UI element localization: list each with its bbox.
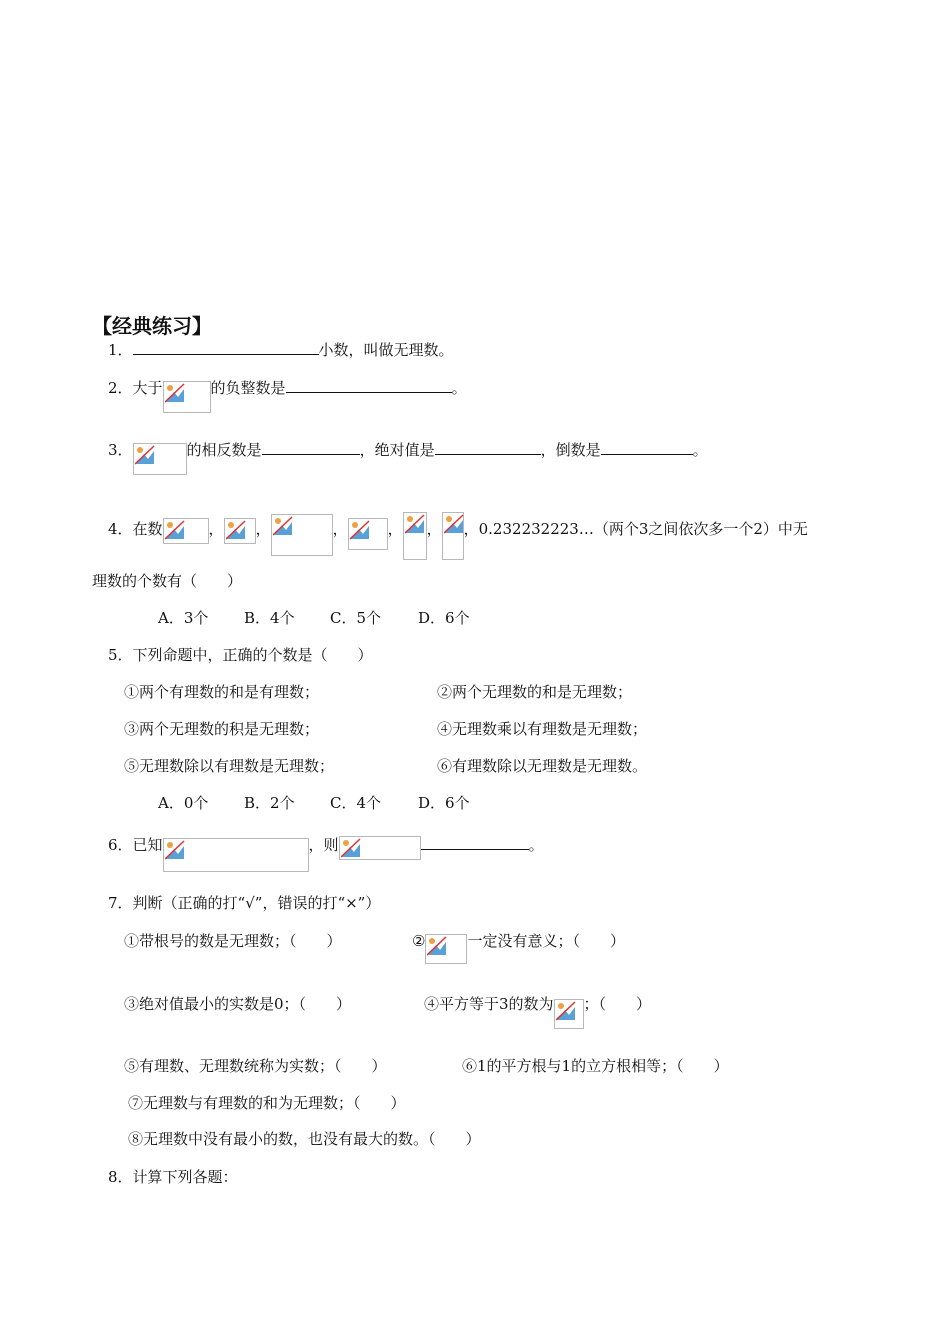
q3-text-2: ，绝对值是 <box>359 441 435 459</box>
broken-image-icon <box>348 518 388 550</box>
q7-judge-6: ⑥1的平方根与1的立方根相等；（ ） <box>462 1057 729 1075</box>
q4-tail: ，0.232232223…（两个3之间依次多一个2）中无 <box>463 520 808 538</box>
question-6 <box>108 834 544 872</box>
q2-end: 。 <box>451 379 467 397</box>
q7-judge-2-text: 一定没有意义；（ ） <box>467 932 625 950</box>
broken-image-icon <box>133 443 187 475</box>
q3-text-1: 的相反数是 <box>186 441 262 459</box>
q4-comma: ， <box>332 520 348 538</box>
q5-stem: 5．下列命题中，正确的个数是（ ） <box>108 646 373 664</box>
q6-mid: ，则 <box>308 836 339 854</box>
q3-blank-2 <box>435 440 541 455</box>
q7-judge-1: ①带根号的数是无理数；（ ） <box>124 932 342 950</box>
q5-prop-6: ⑥有理数除以无理数是无理数。 <box>437 757 648 775</box>
q6-number: 6．已知 <box>108 836 163 854</box>
broken-image-icon <box>163 518 209 544</box>
q4-prefix: 4．在数 <box>108 520 163 538</box>
broken-image-icon <box>425 934 467 964</box>
q7-judge-2 <box>412 930 625 964</box>
broken-image-icon <box>339 836 421 860</box>
q2-blank <box>286 378 452 393</box>
broken-image-icon <box>442 512 464 560</box>
q7-judge-3: ③绝对值最小的实数是0；（ ） <box>124 995 352 1013</box>
q4-option-a: A．3个 <box>158 609 209 627</box>
q3-blank-1 <box>262 440 360 455</box>
q4-comma: ， <box>208 520 224 538</box>
question-4 <box>108 512 808 560</box>
q5-prop-1: ①两个有理数的和是有理数； <box>124 683 320 701</box>
q6-blank <box>421 835 529 850</box>
q4-comma: ， <box>387 520 403 538</box>
q5-options <box>158 792 470 813</box>
q7-judge-2-prefix: ② <box>412 932 426 950</box>
q3-text-3: ，倒数是 <box>540 441 601 459</box>
q5-prop-5: ⑤无理数除以有理数是无理数； <box>124 757 335 775</box>
q1-text: 小数，叫做无理数。 <box>318 341 454 359</box>
q5-prop-4: ④无理数乘以有理数是无理数； <box>437 720 648 738</box>
q7-judge-5: ⑤有理数、无理数统称为实数；（ ） <box>124 1057 387 1075</box>
q4-option-d: D．6个 <box>418 609 470 627</box>
q5-option-c: C．4个 <box>330 794 382 812</box>
q1-blank <box>133 340 319 355</box>
q5-prop-3: ③两个无理数的积是无理数； <box>124 720 320 738</box>
q1-number: 1． <box>108 341 133 359</box>
broken-image-icon <box>224 518 256 544</box>
q4-option-b: B．4个 <box>244 609 295 627</box>
q4-options <box>158 607 470 628</box>
q5-option-d: D．6个 <box>418 794 470 812</box>
q7-judge-4 <box>424 993 651 1029</box>
broken-image-icon <box>403 512 427 560</box>
q4-line-2: 理数的个数有（ ） <box>92 572 243 590</box>
q5-option-a: A．0个 <box>158 794 209 812</box>
q3-number: 3． <box>108 441 133 459</box>
q2-number: 2．大于 <box>108 379 163 397</box>
question-1 <box>108 339 454 360</box>
q4-option-c: C．5个 <box>330 609 382 627</box>
q4-comma: ， <box>255 520 271 538</box>
q7-judge-8: ⑧无理数中没有最小的数，也没有最大的数。（ ） <box>128 1130 481 1148</box>
q5-prop-2: ②两个无理数的和是无理数； <box>437 683 633 701</box>
broken-image-icon <box>163 381 211 413</box>
q4-comma: ， <box>426 520 442 538</box>
q7-judge-4-text: ；（ ） <box>583 995 652 1013</box>
q5-option-b: B．2个 <box>244 794 295 812</box>
broken-image-icon <box>554 999 584 1029</box>
broken-image-icon <box>163 838 309 872</box>
q2-text: 的负整数是 <box>210 379 286 397</box>
q6-end: 。 <box>528 836 544 854</box>
q7-judge-7: ⑦无理数与有理数的和为无理数；（ ） <box>128 1094 406 1112</box>
q3-end: 。 <box>692 441 708 459</box>
q7-judge-4-prefix: ④平方等于3的数为 <box>424 995 554 1013</box>
section-heading: 【经典练习】 <box>92 314 212 338</box>
question-3 <box>108 439 708 475</box>
question-2 <box>108 377 467 413</box>
q3-blank-3 <box>601 440 693 455</box>
broken-image-icon <box>271 514 333 556</box>
q8-stem: 8．计算下列各题： <box>108 1168 238 1186</box>
q7-stem: 7．判断（正确的打“√”，错误的打“×”） <box>108 894 381 912</box>
